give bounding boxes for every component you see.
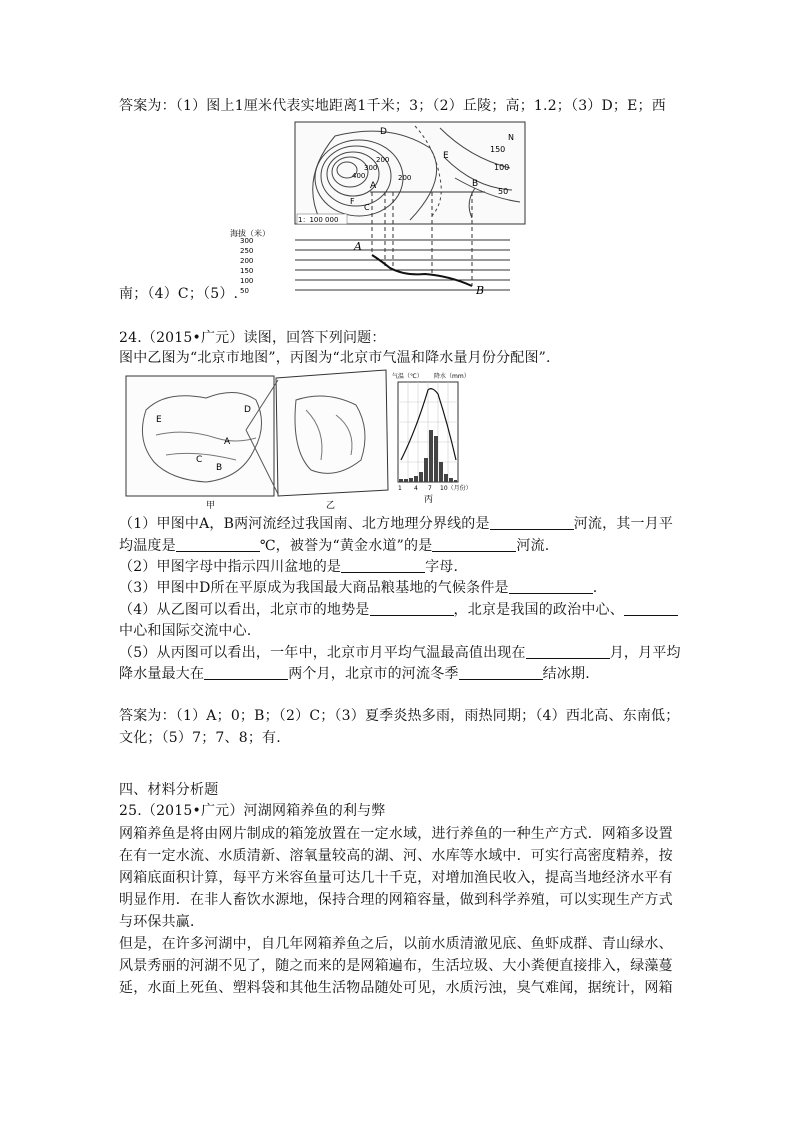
profile-tick-300: 300 (240, 237, 254, 245)
q24-heading: 24.（2015•广元）读图，回答下列问题： (119, 330, 386, 346)
map-scale: 1：100 000 (298, 216, 339, 224)
q2-blank[interactable] (341, 557, 425, 573)
map-letter-c: C (196, 455, 203, 465)
label-yi: 乙 (326, 501, 336, 511)
q24-q3 (119, 578, 597, 598)
point-b: B (472, 179, 479, 189)
chart-x-10: 10（月份） (440, 485, 472, 492)
beijing-figure (126, 370, 472, 512)
q1-text-d: ℃，被誉为“黄金水道”的是 (259, 538, 433, 554)
contour-50: 50 (498, 187, 509, 196)
chart-y-left: 气温（℃） (392, 373, 423, 380)
q24-answer-line2: 文化；（5）7；7、8；有. (119, 730, 281, 746)
label-bing: 丙 (424, 495, 434, 505)
map-letter-a: A (224, 437, 231, 447)
q5-blank-3[interactable] (459, 664, 543, 680)
q5-text-b: 月，月平均 (609, 645, 681, 661)
point-c: C (364, 203, 370, 212)
map-letter-e: E (156, 415, 162, 425)
point-e: E (443, 151, 449, 161)
contour-200b: 200 (398, 174, 412, 182)
q1-blank-1[interactable] (490, 514, 574, 530)
profile-label-a: A (354, 240, 362, 253)
q25-para1-line1: 网箱养鱼是将由网片制成的箱笼放置在一定水域，进行养鱼的一种生产方式．网箱多设置 (119, 826, 673, 842)
q24-q2 (119, 557, 458, 577)
q25-para1-line2: 在有一定水流、水质清新、溶氧量较高的湖、河、水库等水域中．可实行高密度精养，按 (119, 848, 673, 864)
q5-text-a: （5）从丙图可以看出，一年中，北京市月平均气温最高值出现在 (119, 645, 526, 661)
q2-text-a: （2）甲图字母中指示四川盆地的是 (119, 559, 342, 575)
q24-q1-line1 (119, 514, 673, 534)
chart-x-1: 1 (398, 485, 402, 492)
contour-400: 400 (352, 172, 366, 180)
profile-tick-150: 150 (240, 267, 254, 275)
q3-blank[interactable] (509, 578, 593, 594)
q24-q4-line2: 中心和国际交流中心. (119, 623, 252, 639)
q1-text-c: 均温度是 (119, 538, 176, 554)
q24-q1-line2 (119, 536, 549, 556)
profile-axis-title: 海拔（米） (230, 229, 270, 238)
map-letter-d: D (244, 405, 251, 415)
contour-map-svg (230, 118, 540, 303)
q1-text-a: （1）甲图中A，B两河流经过我国南、北方地理分界线的是 (119, 516, 490, 532)
q23-answer-line1: 答案为：（1）图上1厘米代表实地距离1千米；3；（2）丘陵；高；1.2；（3）D；E；西 (119, 98, 666, 114)
q5-text-c: 降水量最大在 (119, 666, 205, 682)
q25-para1-line5: 与环保共赢． (119, 914, 205, 930)
profile-tick-100: 100 (240, 277, 254, 285)
q5-blank-1[interactable] (526, 643, 610, 659)
contour-100: 100 (494, 163, 510, 172)
q25-para2-line2: 风景秀丽的河湖不见了，随之而来的是网箱遍布，生活垃圾、大小粪便直接排入，绿藻蔓 (119, 958, 673, 974)
map-letter-b: B (216, 463, 223, 473)
q3-text-b: . (592, 580, 598, 596)
profile-tick-250: 250 (240, 247, 254, 255)
q23-answer-line2: 南；（4）C；（5）. (119, 286, 239, 302)
chart-x-4: 4 (414, 485, 418, 492)
section4-title: 四、材料分析题 (119, 782, 219, 798)
point-a: A (370, 181, 377, 191)
q24-intro: 图中乙图为“北京市地图”，丙图为“北京市气温和降水量月份分配图”. (119, 350, 551, 366)
beijing-figure-svg (126, 370, 472, 512)
q4-blank-2[interactable] (624, 600, 678, 616)
label-jia: 甲 (206, 501, 216, 511)
q25-para1-line4: 明显作用．在非人畜饮水源地，保持合理的网箱容量，做到科学养殖，可以实现生产方式 (119, 892, 673, 908)
contour-profile-figure (230, 118, 540, 303)
q5-text-e: 结冰期. (542, 666, 590, 682)
point-f: F (350, 197, 355, 206)
q25-para2-line3: 延，水面上死鱼、塑料袋和其他生活物品随处可见，水质污浊，臭气难闻，据统计，网箱 (119, 980, 673, 996)
q25-para2-line1: 但是，在许多河湖中，自几年网箱养鱼之后，以前水质清澈见底、鱼虾成群、青山绿水、 (119, 936, 673, 952)
profile-tick-50: 50 (240, 287, 249, 295)
q5-text-d: 两个月，北京市的河流冬季 (288, 666, 459, 682)
profile-tick-200: 200 (240, 257, 254, 265)
q24-answer-line1: 答案为：（1）A；0；B；（2）C；（3）夏季炎热多雨，雨热同期；（4）西北高、东南低； (119, 708, 680, 724)
q1-text-e: 河流. (516, 538, 550, 554)
q3-text-a: （3）甲图中D所在平原成为我国最大商品粮基地的气候条件是 (119, 580, 509, 596)
q4-text-a: （4）从乙图可以看出，北京市的地势是 (119, 602, 370, 618)
q24-q5-line2 (119, 664, 590, 684)
q25-heading: 25.（2015•广元）河湖网箱养鱼的利与弊 (119, 803, 386, 819)
q5-blank-2[interactable] (204, 664, 288, 680)
contour-150: 150 (490, 145, 506, 154)
q4-text-b: ，北京是我国的政治中心、 (453, 602, 624, 618)
profile-label-b: B (476, 284, 485, 297)
point-d: D (380, 127, 387, 137)
q1-blank-2[interactable] (176, 536, 260, 552)
q1-text-b: 河流，其一月平 (573, 516, 674, 532)
q4-blank-1[interactable] (370, 600, 454, 616)
q25-para1-line3: 网箱底面积计算，每平方米容鱼量可达几十千克，对增加渔民收入，提高当地经济水平有 (119, 870, 673, 886)
chart-y-right: 降水（mm） (434, 373, 470, 380)
q2-text-b: 字母. (425, 559, 459, 575)
contour-300: 300 (364, 164, 378, 172)
chart-x-7: 7 (428, 485, 432, 492)
north-arrow: N (508, 133, 514, 142)
q1-blank-3[interactable] (432, 536, 516, 552)
q24-q4-line1 (119, 600, 678, 620)
q24-q5-line1 (119, 643, 681, 663)
contour-200a: 200 (376, 156, 390, 164)
